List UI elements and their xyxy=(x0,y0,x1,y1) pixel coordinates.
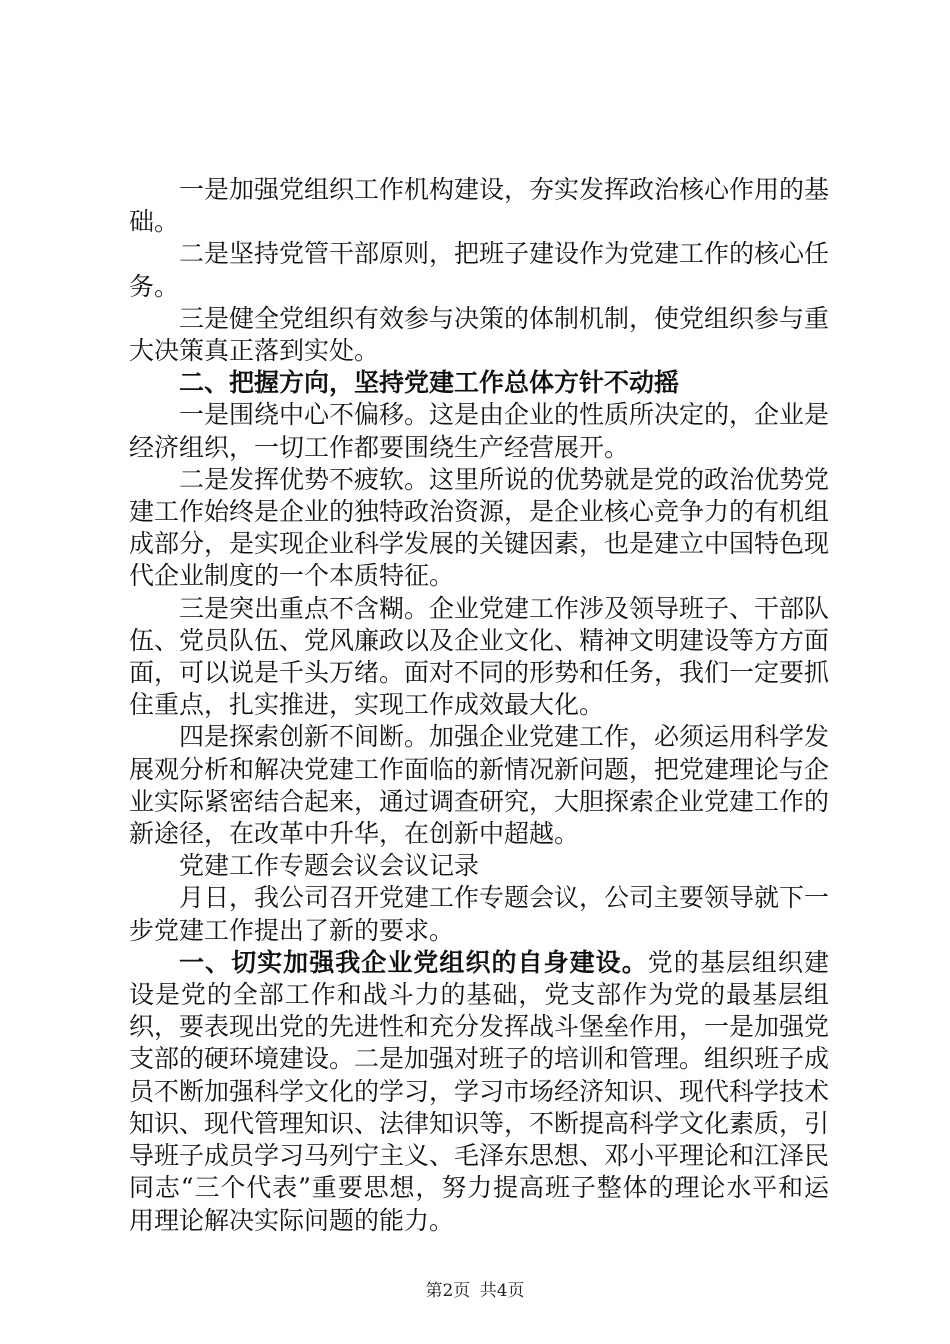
page-total: 共4页 xyxy=(479,1281,525,1301)
page-footer xyxy=(0,1276,950,1301)
paragraph-2: 二是坚持党管干部原则，把班子建设作为党建工作的核心任务。 xyxy=(129,239,830,301)
paragraph-4: 一是围绕中心不偏移。这是由企业的性质所决定的，企业是经济组织，一切工作都要围绕生产经营展开。 xyxy=(129,400,830,462)
paragraph-6: 三是突出重点不含糊。企业党建工作涉及领导班子、干部队伍、党员队伍、党风廉政以及企业文化、精神文明建设等方方面面，可以说是千头万绪。面对不同的形势和任务，我们一定要抓住重点，扎实推进，实现工作成效最大化。 xyxy=(129,593,830,720)
document-body xyxy=(129,174,829,1237)
paragraph-5: 二是发挥优势不疲软。这里所说的优势就是党的政治优势党建工作始终是企业的独特政治资源，是企业核心竞争力的有机组成部分，是实现企业科学发展的关键因素，也是建立中国特色现代企业制度的一个本质特征。 xyxy=(129,464,830,591)
page-number: 第2页 xyxy=(425,1281,471,1301)
paragraph-7: 四是探索创新不间断。加强企业党建工作，必须运用科学发展观分析和解决党建工作面临的新情况新问题，把党建理论与企业实际紧密结合起来，通过调查研究，大胆探索企业党建工作的新途径，在改革中升华，在创新中超越。 xyxy=(129,722,830,849)
section-heading-2: 二、把握方向，坚持党建工作总体方针不动摇 xyxy=(179,368,680,398)
paragraph-3: 三是健全党组织有效参与决策的体制机制，使党组织参与重大决策真正落到实处。 xyxy=(129,303,830,366)
paragraph-9 xyxy=(129,947,829,1237)
section-heading-1: 一、切实加强我企业党组织的自身建设。 xyxy=(179,947,648,977)
paragraph-1: 一是加强党组织工作机构建设，夯实发挥政治核心作用的基础。 xyxy=(129,175,830,237)
meeting-record-title: 党建工作专题会议会议记录 xyxy=(179,851,480,881)
paragraph-9-body: 党的基层组织建设是党的全部工作和战斗力的基础，党支部作为党的最基层组织，要表现出党的先进性和充分发挥战斗堡垒作用，一是加强党支部的硬环境建设。二是加强对班子的培训和管理。组织班子成员不断加强科学文化的学习，学习市场经济知识、现代科学技术知识、现代管理知识、法律知识等，不断提高科学文化素质，引导班子成员学习马列宁主义、毛泽东思想、邓小平理论和江泽民同志“三个代表”重要思想，努力提高班子整体的理论水平和运用理论解决实际问题的能力。 xyxy=(129,947,830,1235)
paragraph-8: 月日，我公司召开党建工作专题会议，公司主要领导就下一步党建工作提出了新的要求。 xyxy=(129,883,830,945)
